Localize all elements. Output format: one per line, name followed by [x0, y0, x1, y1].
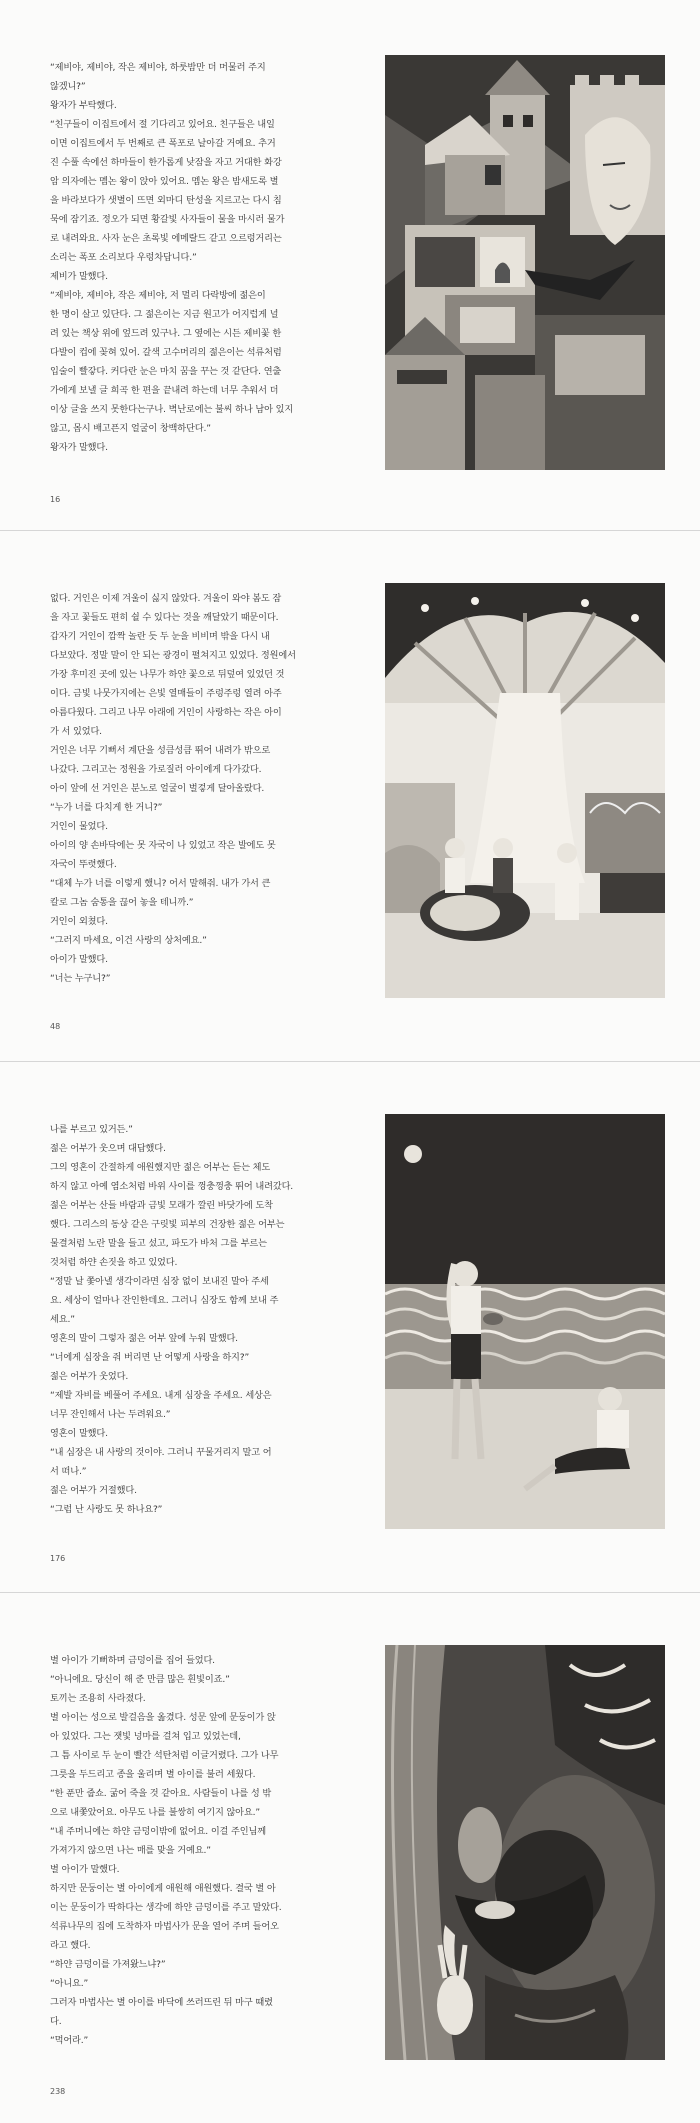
page-number: 16	[50, 495, 61, 504]
book-spread-3	[0, 1062, 700, 1592]
text-line: 소리는 폭포 소리보다 우렁차답니다.”	[50, 252, 197, 263]
text-line: “대체 누가 너를 이렇게 했니? 어서 말해줘. 내가 가서 큰	[50, 878, 271, 889]
text-line: 너무 잔인해서 나는 두려워요.”	[50, 1409, 171, 1420]
text-line: 이상 글을 쓰지 못한다는구나. 벽난로에는 불씨 하나 남아 있지	[50, 404, 294, 415]
text-line: 거인은 너무 기뻐서 계단을 성큼성큼 뛰어 내려가 밖으로	[50, 745, 271, 756]
text-line: 아름다웠다. 그리고 나무 아래에 거인이 사랑하는 작은 아이	[50, 707, 282, 718]
text-line: “너에게 심장을 줘 버리면 난 어떻게 사랑을 하지?”	[50, 1352, 250, 1363]
text-line: 않겠니?”	[50, 81, 86, 92]
text-line: 아이 앞에 선 거인은 분노로 얼굴이 벌겋게 달아올랐다.	[50, 783, 265, 794]
text-line: 젊은 어부가 웃으며 대답했다.	[50, 1143, 166, 1154]
text-line: “내 주머니에는 하얀 금덩이밖에 없어요. 이걸 주인님께	[50, 1826, 266, 1837]
text-line: 그릇을 두드리고 종을 울리며 별 아이를 불러 세웠다.	[50, 1769, 256, 1780]
book-spread-1	[0, 0, 700, 530]
text-line: 물결처럼 노란 말을 들고 섰고, 파도가 바처 그를 부르는	[50, 1238, 267, 1249]
text-line: 그러자 마법사는 별 아이를 바닥에 쓰러뜨린 뒤 마구 때렸	[50, 1997, 273, 2008]
text-line: 젊은 어부가 웃었다.	[50, 1371, 129, 1382]
text-line: 세요.”	[50, 1314, 75, 1325]
text-line: “누가 너를 다치게 한 거니?”	[50, 802, 163, 813]
text-line: 려 있는 책상 위에 엎드려 있구나. 그 옆에는 시든 제비꽃 한	[50, 328, 282, 339]
text-line: “하얀 금덩이를 가져왔느냐?”	[50, 1959, 166, 1970]
text-line: “정말 날 쫓아낼 생각이라면 심장 없이 보내진 말아 주세	[50, 1276, 269, 1287]
text-line: 자국이 뚜렷했다.	[50, 859, 117, 870]
text-line: “아니요.”	[50, 1978, 89, 1989]
page-text	[50, 1120, 335, 1519]
text-line: 없다. 거인은 이제 겨울이 싫지 않았다. 겨울이 와야 봄도 잠	[50, 593, 282, 604]
text-line: “그럼 난 사랑도 못 하나요?”	[50, 1504, 163, 1515]
text-line: 묵에 잠기죠. 정오가 되면 황갈빛 사자들이 물을 마시러 물가	[50, 214, 285, 225]
text-line: 다보았다. 정말 말이 안 되는 광경이 펼쳐지고 있었다. 정원에서	[50, 650, 296, 661]
text-line: 가장 후미진 곳에 있는 나무가 하얀 꽃으로 뒤덮여 있었던 것	[50, 669, 285, 680]
text-line: 서 떠나.”	[50, 1466, 87, 1477]
text-line: 진 수풀 속에선 하마들이 한가롭게 낮잠을 자고 거대한 화강	[50, 157, 282, 168]
text-line: “너는 누구니?”	[50, 973, 111, 984]
text-line: 토끼는 조용히 사라졌다.	[50, 1693, 146, 1704]
text-line: 영혼의 말이 그렇자 젊은 어부 앞에 누워 말했다.	[50, 1333, 238, 1344]
illustration-giant-tree	[385, 583, 665, 998]
text-line: 별 아이가 말했다.	[50, 1864, 120, 1875]
text-line: 그 틈 사이로 두 눈이 빨간 석탄처럼 이글거렸다. 그가 나무	[50, 1750, 279, 1761]
text-line: “한 푼만 줍쇼. 굶어 죽을 것 같아요. 사람들이 나를 성 밖	[50, 1788, 272, 1799]
text-line: 아이가 말했다.	[50, 954, 108, 965]
text-line: 아 있었다. 그는 잿빛 넝마를 걸쳐 입고 있었는데,	[50, 1731, 241, 1742]
text-line: 하지 않고 아예 염소처럼 바위 사이를 껑충껑충 뛰어 내려갔다.	[50, 1181, 294, 1192]
text-line: 다.	[50, 2016, 62, 2027]
book-spread-4	[0, 1593, 700, 2123]
text-line: 이다. 금빛 나뭇가지에는 은빛 열매들이 주렁주렁 열려 아주	[50, 688, 282, 699]
illustration-fisherman-soul	[385, 1114, 665, 1529]
text-line: 가져가지 않으면 나는 매를 맞을 거예요.”	[50, 1845, 211, 1856]
page-number: 48	[50, 1022, 61, 1031]
text-line: “아니에요. 당신이 해 준 만큼 많은 흰빛이죠.”	[50, 1674, 230, 1685]
text-line: 칼로 그놈 숨통을 끊어 놓을 테니까.”	[50, 897, 194, 908]
text-line: 가에게 보낼 글 희곡 한 편을 끝내려 하는데 너무 추워서 더	[50, 385, 279, 396]
illustration-prince-swallow	[385, 55, 665, 470]
text-line: 가 서 있었다.	[50, 726, 102, 737]
page-number: 176	[50, 1554, 66, 1563]
text-line: “그러지 마세요, 이건 사랑의 상처예요.”	[50, 935, 207, 946]
text-line: 을 자고 꽃들도 편히 쉴 수 있다는 것을 깨달았기 때문이다.	[50, 612, 279, 623]
text-line: 그의 영혼이 간절하게 애원했지만 젊은 어부는 듣는 체도	[50, 1162, 271, 1173]
text-line: 이면 이집트에서 두 번째로 큰 폭포로 날아갈 거예요. 추거	[50, 138, 276, 149]
page-text	[50, 589, 335, 988]
text-line: 나를 부르고 있거든.”	[50, 1124, 133, 1135]
text-line: 거인이 외쳤다.	[50, 916, 108, 927]
book-spread-2	[0, 531, 700, 1061]
text-line: 아이의 양 손바닥에는 못 자국이 나 있었고 작은 발에도 못	[50, 840, 276, 851]
text-line: “제비야, 제비야, 작은 제비야, 하룻밤만 더 머물러 주지	[50, 62, 266, 73]
page-number: 238	[50, 2087, 66, 2096]
text-line: 갑자기 거인이 깜짝 놀란 듯 두 눈을 비비며 밖을 다시 내	[50, 631, 270, 642]
text-line: 젊은 어부는 산들 바람과 금빛 모래가 깔린 바닷가에 도착	[50, 1200, 273, 1211]
text-line: 왕자가 부탁했다.	[50, 100, 117, 111]
text-line: 암 의자에는 멤논 왕이 앉아 있어요. 멤논 왕은 밤새도록 별	[50, 176, 279, 187]
text-line: 입술이 빨갛다. 커다란 눈은 마치 꿈을 꾸는 것 같단다. 연출	[50, 366, 282, 377]
text-line: 하지만 문둥이는 별 아이에게 애원해 애원했다. 결국 별 아	[50, 1883, 276, 1894]
text-line: 않고, 몹시 배고픈지 얼굴이 창백하단다.”	[50, 423, 211, 434]
text-line: 별 아이가 기뻐하며 금덩이를 집어 들었다.	[50, 1655, 215, 1666]
illustration-star-child-forest	[385, 1645, 665, 2060]
text-line: 석류나무의 집에 도착하자 마법사가 문을 열어 주며 들어오	[50, 1921, 279, 1932]
text-line: “친구들이 이집트에서 절 기다리고 있어요. 친구들은 내일	[50, 119, 275, 130]
text-line: 영혼이 말했다.	[50, 1428, 108, 1439]
text-line: 라고 했다.	[50, 1940, 91, 1951]
text-line: 다발이 컵에 꽂혀 있어. 갈색 고수머리의 젊은이는 석류처럼	[50, 347, 282, 358]
page-text	[50, 58, 335, 457]
text-line: 이는 문둥이가 딱하다는 생각에 하얀 금덩이를 주고 말았다.	[50, 1902, 282, 1913]
text-line: 요. 세상이 얼마나 잔인한데요. 그러니 심장도 함께 보내 주	[50, 1295, 279, 1306]
text-line: 젊은 어부가 거절했다.	[50, 1485, 137, 1496]
text-line: “제비야, 제비야, 작은 제비야, 저 멀리 다락방에 젊은이	[50, 290, 266, 301]
text-line: “먹어라.”	[50, 2035, 89, 2046]
text-line: 으로 내쫓았어요. 아무도 나를 불쌍히 여기지 않아요.”	[50, 1807, 261, 1818]
text-line: “내 심장은 내 사랑의 것이야. 그러니 꾸물거리지 말고 어	[50, 1447, 272, 1458]
text-line: 을 바라보다가 샛별이 뜨면 외마디 탄성을 지르고는 다시 침	[50, 195, 282, 206]
text-line: 것처럼 하얀 손짓을 하고 있었다.	[50, 1257, 178, 1268]
text-line: 나갔다. 그리고는 정원을 가로질러 아이에게 다가갔다.	[50, 764, 262, 775]
text-line: 왕자가 말했다.	[50, 442, 108, 453]
text-line: 한 명이 살고 있단다. 그 젊은이는 지금 원고가 어지럽게 널	[50, 309, 279, 320]
page-text	[50, 1651, 335, 2050]
text-line: 거인이 물었다.	[50, 821, 108, 832]
text-line: 별 아이는 성으로 발걸음을 옮겼다. 성문 앞에 문둥이가 앉	[50, 1712, 276, 1723]
text-line: 제비가 말했다.	[50, 271, 108, 282]
text-line: 로 내려와요. 사자 눈은 초록빛 에메랄드 같고 으르렁거리는	[50, 233, 282, 244]
text-line: “제발 자비를 베풀어 주세요. 내게 심장을 주세요. 세상은	[50, 1390, 272, 1401]
text-line: 했다. 그리스의 동상 같은 구릿빛 피부의 건장한 젊은 어부는	[50, 1219, 285, 1230]
